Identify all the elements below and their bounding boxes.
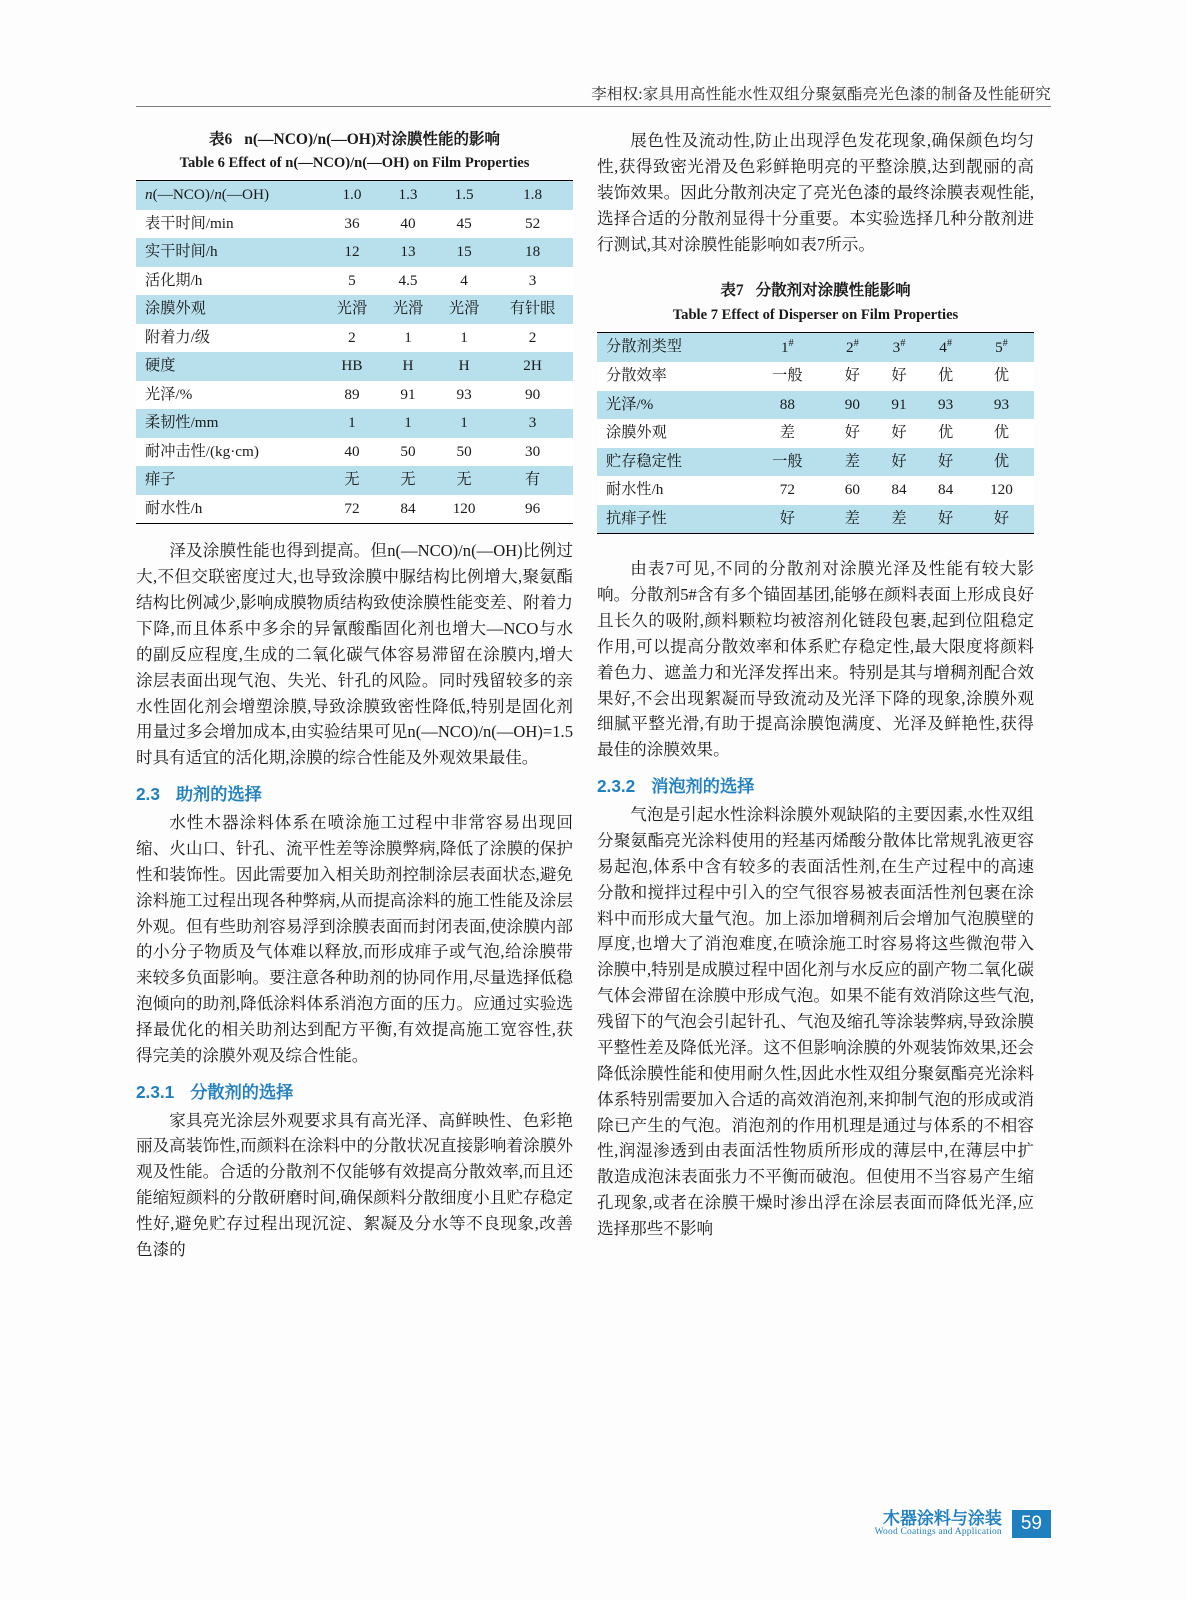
table7-row-label: 抗痱子性 (597, 505, 746, 534)
table6-row-label: 硬度 (136, 352, 324, 381)
table7-cell: 好 (876, 362, 923, 391)
table-row (136, 324, 573, 353)
table6-cell: 93 (436, 381, 492, 410)
section-2-3-2-title: 消泡剂的选择 (651, 776, 755, 797)
table6-cell: 40 (380, 210, 436, 239)
table7-cell: 好 (922, 448, 969, 477)
table7-cell: 好 (876, 419, 923, 448)
table6-title-cn (136, 128, 573, 151)
table6-cell: 1 (380, 324, 436, 353)
table7-cell: 好 (922, 505, 969, 534)
table7-row-label: 耐水性/h (597, 476, 746, 505)
footer-journal-cn: 木器涂料与涂装 (882, 1509, 1002, 1529)
table6-row-label: n(—NCO)/n(—OH) (136, 181, 324, 210)
table-row (597, 476, 1034, 505)
table6-cell: 光滑 (324, 295, 380, 324)
table7-row-label: 光泽/% (597, 391, 746, 420)
table7-cell: 72 (746, 476, 830, 505)
table6-row-label: 光泽/% (136, 381, 324, 410)
table6-row-label: 耐冲击性/(kg·cm) (136, 438, 324, 467)
table6-cell: 84 (380, 495, 436, 524)
table7-row-label: 分散效率 (597, 362, 746, 391)
table6-cell: 2 (492, 324, 573, 353)
header-divider (136, 106, 1051, 107)
table7-cell: 5# (969, 332, 1034, 362)
section-2-3-title: 助剂的选择 (175, 784, 262, 805)
table6-cell: 无 (380, 466, 436, 495)
table6-cell: 1.3 (380, 181, 436, 210)
table6-cell: 光滑 (380, 295, 436, 324)
table7-cell: 差 (876, 505, 923, 534)
table6-cell: 无 (436, 466, 492, 495)
table7-cell: 93 (922, 391, 969, 420)
table7-cell: 优 (969, 362, 1034, 391)
table7-cell: 差 (829, 448, 876, 477)
table6-cell: 3 (492, 267, 573, 296)
left-column (136, 128, 573, 1263)
table-row (136, 352, 573, 381)
table7-row-label: 分散剂类型 (597, 332, 746, 362)
table6 (136, 180, 573, 524)
table7-cell: 84 (876, 476, 923, 505)
page-number: 59 (1012, 1510, 1051, 1538)
right-para-2: 由表7可见,不同的分散剂对涂膜光泽及性能有较大影响。分散剂5#含有多个锚固基团,能够在颜料表面上形成良好且长久的吸附,颜料颗粒均被溶剂化链段包裹,起到位阻稳定作用,可以提高分散效率和体系贮存稳定性,最大限度将颜料着色力、遮盖力和光泽发挥出来。特别是其与增稠剂配合效果好,不会出现絮凝而导致流动及光泽下降的现象,涂膜外观细腻平整光滑,有助于提高涂膜饱满度、光泽及鲜艳性,获得最佳的涂膜效果。 (597, 559, 1034, 760)
table6-cell: H (436, 352, 492, 381)
section-2-3-heading (136, 781, 573, 808)
table6-row-label: 活化期/h (136, 267, 324, 296)
table-row (597, 391, 1034, 420)
table6-cell: 12 (324, 238, 380, 267)
table7-cell: 优 (922, 362, 969, 391)
table7-cell: 1# (746, 332, 830, 362)
table7-cell: 91 (876, 391, 923, 420)
table7-cell: 93 (969, 391, 1034, 420)
left-para-2: 水性木器涂料体系在喷涂施工过程中非常容易出现回缩、火山口、针孔、流平性差等涂膜弊病,降低了涂膜的保护性和装饰性。因此需要加入相关助剂控制涂层表面状态,避免涂料施工过程出现各种弊病,从而提高涂料的施工性能及涂层外观。但有些助剂容易浮到涂膜表面而封闭表面,使涂膜内部的小分子物质及气体难以释放,而形成痱子或气泡,给涂膜带来较多负面影响。要注意各种助剂的协同作用,尽量选择低稳泡倾向的助剂,降低涂料体系消泡方面的压力。应通过实验选择最优化的相关助剂达到配方平衡,有效提高施工宽容性,获得完美的涂膜外观及综合性能。 (136, 813, 573, 1065)
table6-cell: 45 (436, 210, 492, 239)
table7 (597, 332, 1034, 535)
table6-row-label: 实干时间/h (136, 238, 324, 267)
table-row (136, 181, 573, 210)
section-2-3-1-title: 分散剂的选择 (190, 1081, 294, 1102)
table6-cell: 1.8 (492, 181, 573, 210)
table7-cell: 差 (746, 419, 830, 448)
table7-row-label: 涂膜外观 (597, 419, 746, 448)
table6-cell: 1 (324, 409, 380, 438)
table-row (597, 505, 1034, 534)
table-row (597, 419, 1034, 448)
table7-cell: 120 (969, 476, 1034, 505)
table6-cell: 50 (436, 438, 492, 467)
section-2-3-2-heading (597, 773, 1034, 800)
table7-cell: 优 (969, 419, 1034, 448)
table-row (136, 238, 573, 267)
table6-cell: 30 (492, 438, 573, 467)
table6-cell: 3 (492, 409, 573, 438)
table6-cell: 光滑 (436, 295, 492, 324)
table7-cell: 84 (922, 476, 969, 505)
table6-cell: H (380, 352, 436, 381)
table6-cell: 89 (324, 381, 380, 410)
table6-cell: 有针眼 (492, 295, 573, 324)
table6-cell: 40 (324, 438, 380, 467)
section-2-3-number: 2.3 (136, 784, 160, 805)
table6-cell: 1 (436, 324, 492, 353)
table7-cell: 好 (876, 448, 923, 477)
table6-row-label: 耐水性/h (136, 495, 324, 524)
table7-cell: 60 (829, 476, 876, 505)
table7-label-cn: 表7 (720, 282, 744, 300)
running-header: 李相权:家具用高性能水性双组分聚氨酯亮光色漆的制备及性能研究 (591, 86, 1051, 103)
table6-block (136, 128, 573, 524)
table6-cell: 18 (492, 238, 573, 267)
table-row (597, 448, 1034, 477)
right-column (597, 128, 1034, 1242)
table6-cell: 4.5 (380, 267, 436, 296)
table-row (136, 466, 573, 495)
table6-cell: 1.5 (436, 181, 492, 210)
table6-cell: 1 (436, 409, 492, 438)
footer-journal (875, 1510, 1012, 1538)
table7-cell: 好 (746, 505, 830, 534)
table6-cell: 120 (436, 495, 492, 524)
table6-cell: 2 (324, 324, 380, 353)
right-para-1: 展色性及流动性,防止出现浮色发花现象,确保颜色均匀性,获得致密光滑及色彩鲜艳明亮的平整涂膜,达到靓丽的高装饰效果。因此分散剂决定了亮光色漆的最终涂膜表观性能,选择合适的分散剂显得十分重要。本实验选择几种分散剂进行测试,其对涂膜性能影响如表7所示。 (597, 131, 1034, 254)
table6-cell: 90 (492, 381, 573, 410)
table6-cell: 2H (492, 352, 573, 381)
table6-cell: HB (324, 352, 380, 381)
table7-cell: 优 (969, 448, 1034, 477)
table6-cell: 50 (380, 438, 436, 467)
table-row (136, 210, 573, 239)
table7-cell: 90 (829, 391, 876, 420)
table-row (136, 295, 573, 324)
table-row (136, 409, 573, 438)
left-para-3: 家具亮光涂层外观要求具有高光泽、高鲜映性、色彩艳丽及高装饰性,而颜料在涂料中的分散状况直接影响着涂膜外观及性能。合适的分散剂不仅能够有效提高分散效率,而且还能缩短颜料的分散研磨时间,确保颜料分散细度小且贮存稳定性好,避免贮存过程出现沉淀、絮凝及分水等不良现象,改善色漆的 (136, 1110, 573, 1259)
table7-cell: 88 (746, 391, 830, 420)
table6-cell: 13 (380, 238, 436, 267)
table7-title-en: Table 7 Effect of Disperser on Film Properties (672, 306, 959, 323)
section-2-3-2-number: 2.3.2 (597, 776, 636, 797)
left-para-1: 泽及涂膜性能也得到提高。但n(—NCO)/n(—OH)比例过大,不但交联密度过大,也导致涂膜中脲结构比例增大,聚氨酯结构比例减少,影响成膜物质结构致使涂膜性能变差、附着力下降,而且体系中多余的异氰酸酯固化剂也增大—NCO与水的副反应程度,生成的二氧化碳气体容易滞留在涂膜内,增大涂层表面出现气泡、失光、针孔的风险。同时残留较多的亲水性固化剂会增塑涂膜,导致涂膜致密性降低,特别是固化剂用量过多会增加成本,由实验结果可见n(—NCO)/n(—OH)=1.5时具有适宜的活化期,涂膜的综合性能及外观效果最佳。 (136, 541, 573, 768)
table-row (136, 495, 573, 524)
table6-cell: 36 (324, 210, 380, 239)
table6-row-label: 附着力/级 (136, 324, 324, 353)
table6-cell: 有 (492, 466, 573, 495)
table7-cell: 好 (829, 419, 876, 448)
section-2-3-1-heading (136, 1079, 573, 1106)
table-row (597, 362, 1034, 391)
table-row (136, 438, 573, 467)
table7-row-label: 贮存稳定性 (597, 448, 746, 477)
table6-cell: 96 (492, 495, 573, 524)
table6-caption-cn: n(—NCO)/n(—OH)对涂膜性能的影响 (244, 131, 501, 148)
table7-block (597, 279, 1034, 534)
table6-row-label: 柔韧性/mm (136, 409, 324, 438)
table7-caption-cn: 分散剂对涂膜性能影响 (755, 282, 911, 300)
table6-cell: 72 (324, 495, 380, 524)
page-footer (875, 1510, 1051, 1538)
footer-journal-en: Wood Coatings and Application (874, 1527, 1002, 1538)
table-row (136, 267, 573, 296)
table6-label-cn: 表6 (208, 131, 233, 148)
table6-cell: 4 (436, 267, 492, 296)
table7-title-cn (597, 279, 1034, 302)
table6-title-en: Table 6 Effect of n(—NCO)/n(—OH) on Film Properties (179, 155, 530, 172)
table7-cell: 好 (829, 362, 876, 391)
table7-cell: 3# (876, 332, 923, 362)
section-2-3-1-number: 2.3.1 (136, 1081, 175, 1102)
table6-row-label: 表干时间/min (136, 210, 324, 239)
table6-cell: 无 (324, 466, 380, 495)
table6-row-label: 痱子 (136, 466, 324, 495)
table6-row-label: 涂膜外观 (136, 295, 324, 324)
table6-cell: 91 (380, 381, 436, 410)
table6-cell: 1 (380, 409, 436, 438)
table-row (136, 381, 573, 410)
table7-cell: 一般 (746, 448, 830, 477)
table7-cell: 优 (922, 419, 969, 448)
table-row (597, 332, 1034, 362)
table7-cell: 差 (829, 505, 876, 534)
table6-cell: 15 (436, 238, 492, 267)
right-para-3: 气泡是引起水性涂料涂膜外观缺陷的主要因素,水性双组分聚氨酯亮光涂料使用的羟基丙烯酸分散体比常规乳液更容易起泡,体系中含有较多的表面活性剂,在生产过程中的高速分散和搅拌过程中引入的空气很容易被表面活性剂包裹在涂料中而形成大量气泡。加上添加增稠剂后会增加气泡膜壁的厚度,也增大了消泡难度,在喷涂施工时容易将这些微泡带入涂膜中,特别是成膜过程中固化剂与水反应的副产物二氧化碳气体会滞留在涂膜中形成气泡。如果不能有效消除这些气泡,残留下的气泡会引起针孔、气泡及缩孔等涂装弊病,导致涂膜平整性差及降低光泽。这不但影响涂膜的外观装饰效果,还会降低涂膜性能和使用耐久性,因此水性双组分聚氨酯亮光涂料体系特别需要加入合适的高效消泡剂,来抑制气泡的形成或消除已产生的气泡。消泡剂的作用机理是通过与体系的不相容性,润湿渗透到由表面活性物质所形成的薄层中,在薄层中扩散造成泡沫表面张力不平衡而破泡。但使用不当容易产生缩孔现象,或者在涂膜干燥时渗出浮在涂层表面而降低光泽,应选择那些不影响 (597, 805, 1034, 1239)
table7-cell: 一般 (746, 362, 830, 391)
table6-cell: 52 (492, 210, 573, 239)
table7-cell: 2# (829, 332, 876, 362)
table7-cell: 好 (969, 505, 1034, 534)
table7-cell: 4# (922, 332, 969, 362)
table6-cell: 1.0 (324, 181, 380, 210)
table6-cell: 5 (324, 267, 380, 296)
